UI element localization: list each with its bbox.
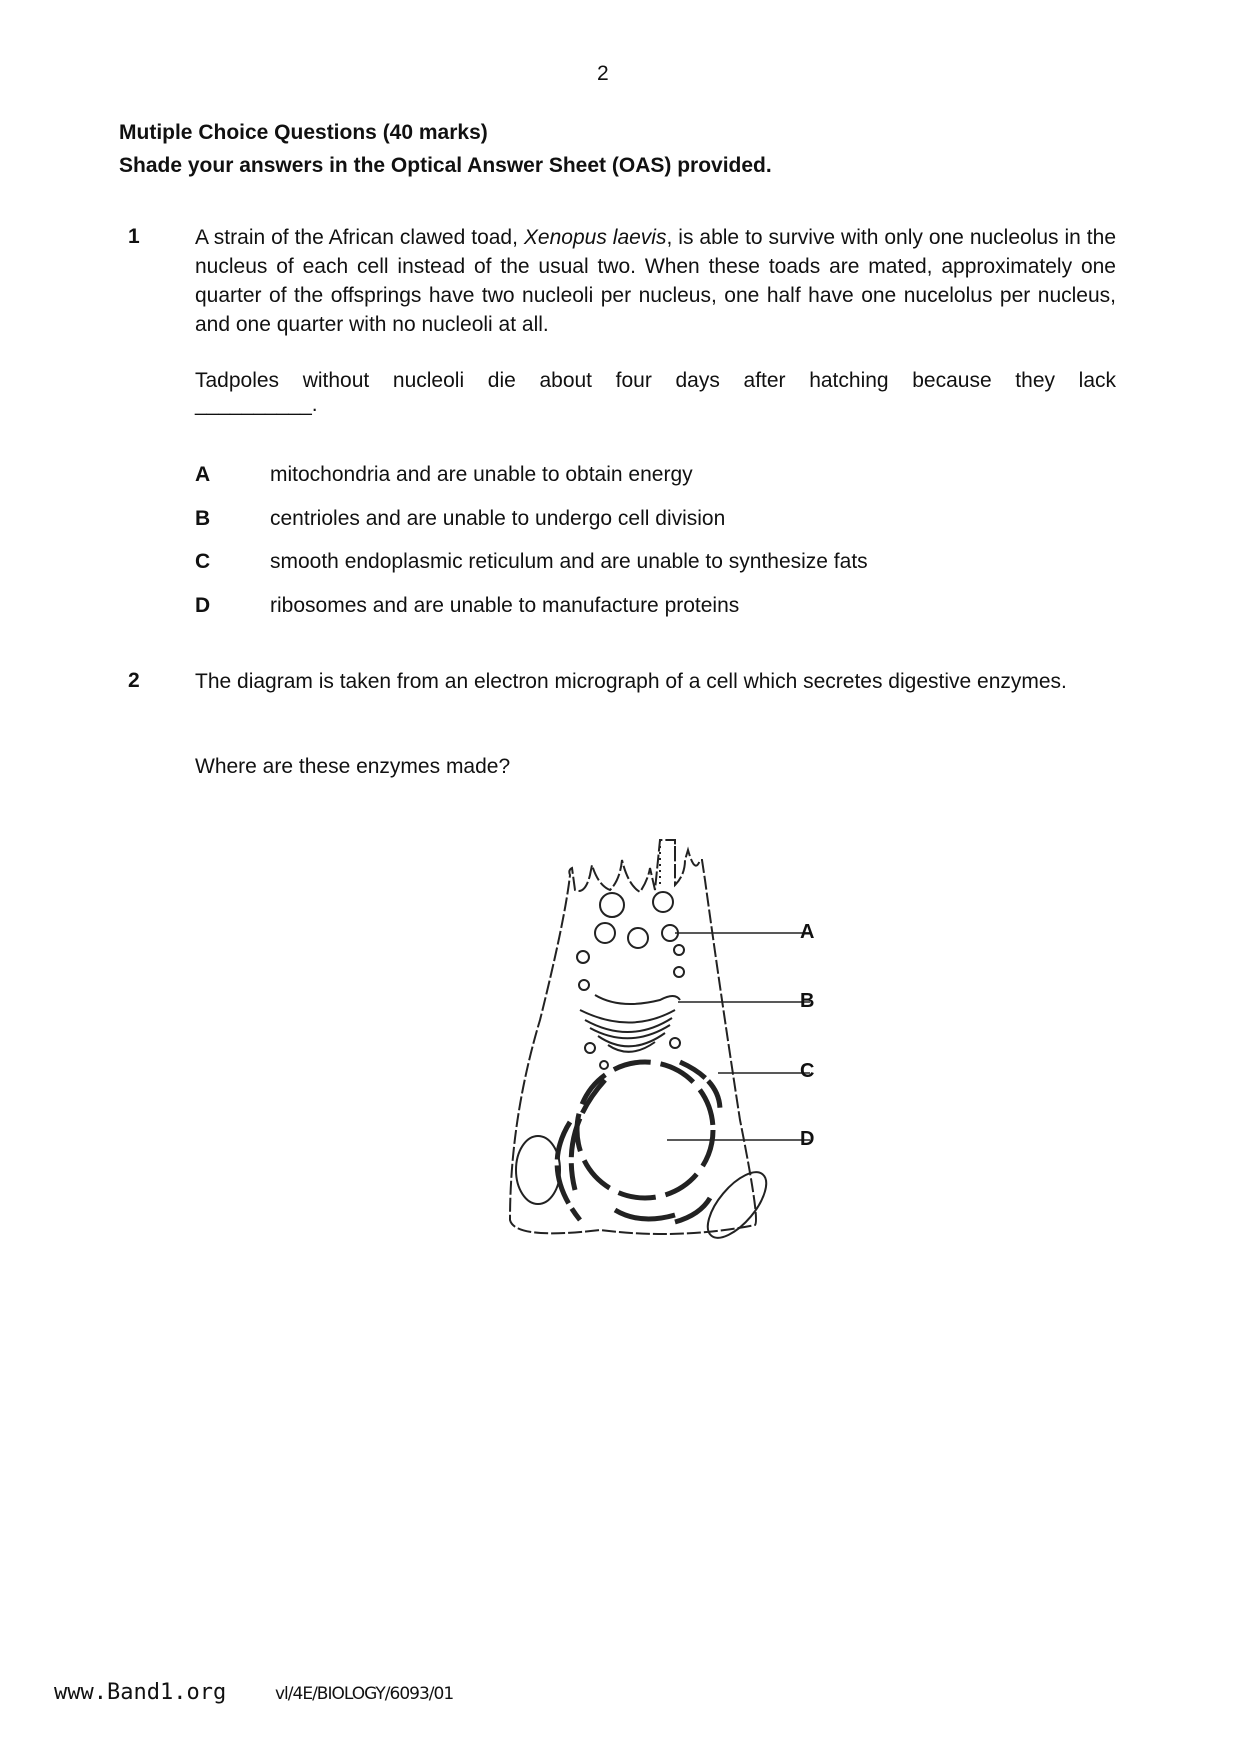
section-heading: Mutiple Choice Questions (40 marks)	[119, 121, 488, 144]
question-1-text	[195, 223, 1116, 339]
question-2-prompt: Where are these enzymes made?	[195, 755, 511, 778]
option-c[interactable]	[195, 550, 868, 574]
option-letter: D	[195, 594, 211, 617]
option-letter: A	[195, 463, 211, 486]
label-a: A	[800, 921, 815, 943]
question-1-stem: Tadpoles without nucleoli die about four days after hatching because they lack	[195, 369, 1116, 392]
option-text: mitochondria and are unable to obtain energy	[270, 463, 693, 486]
label-d: D	[800, 1128, 815, 1150]
answer-blank: __________.	[195, 393, 318, 416]
option-text: centrioles and are unable to undergo cell division	[270, 507, 726, 530]
page-number: 2	[597, 62, 609, 85]
species-name: Xenopus laevis	[523, 226, 667, 249]
question-number: 1	[128, 225, 140, 248]
option-text: smooth endoplasmic reticulum and are unable to synthesize fats	[270, 550, 868, 573]
footer-paper-code: vl/4E/BIOLOGY/6093/01	[275, 1684, 454, 1704]
label-b: B	[800, 990, 815, 1012]
cell-diagram	[480, 820, 810, 1260]
q1-text-part: A strain of the African clawed toad,	[195, 226, 524, 249]
footer-website: www.Band1.org	[54, 1680, 227, 1705]
option-text: ribosomes and are unable to manufacture proteins	[270, 594, 740, 617]
option-d[interactable]	[195, 594, 739, 618]
option-b[interactable]	[195, 507, 725, 531]
option-a[interactable]	[195, 463, 693, 487]
question-number: 2	[128, 669, 140, 692]
option-letter: C	[195, 550, 211, 573]
q1-text-part: , is able to survive with only one nucleolus in the nucleus of each cell instead of the usual two. When these toads are mated, approximately one quarter of the offsprings have two nucleoli per nucleus, one half have one nucelolus per nucleus, and one quarter with no nucleoli at all.	[195, 226, 1117, 336]
option-letter: B	[195, 507, 211, 530]
section-instruction: Shade your answers in the Optical Answer Sheet (OAS) provided.	[119, 154, 772, 177]
question-2-text: The diagram is taken from an electron micrograph of a cell which secretes digestive enzymes.	[195, 670, 1067, 693]
label-c: C	[800, 1060, 815, 1082]
